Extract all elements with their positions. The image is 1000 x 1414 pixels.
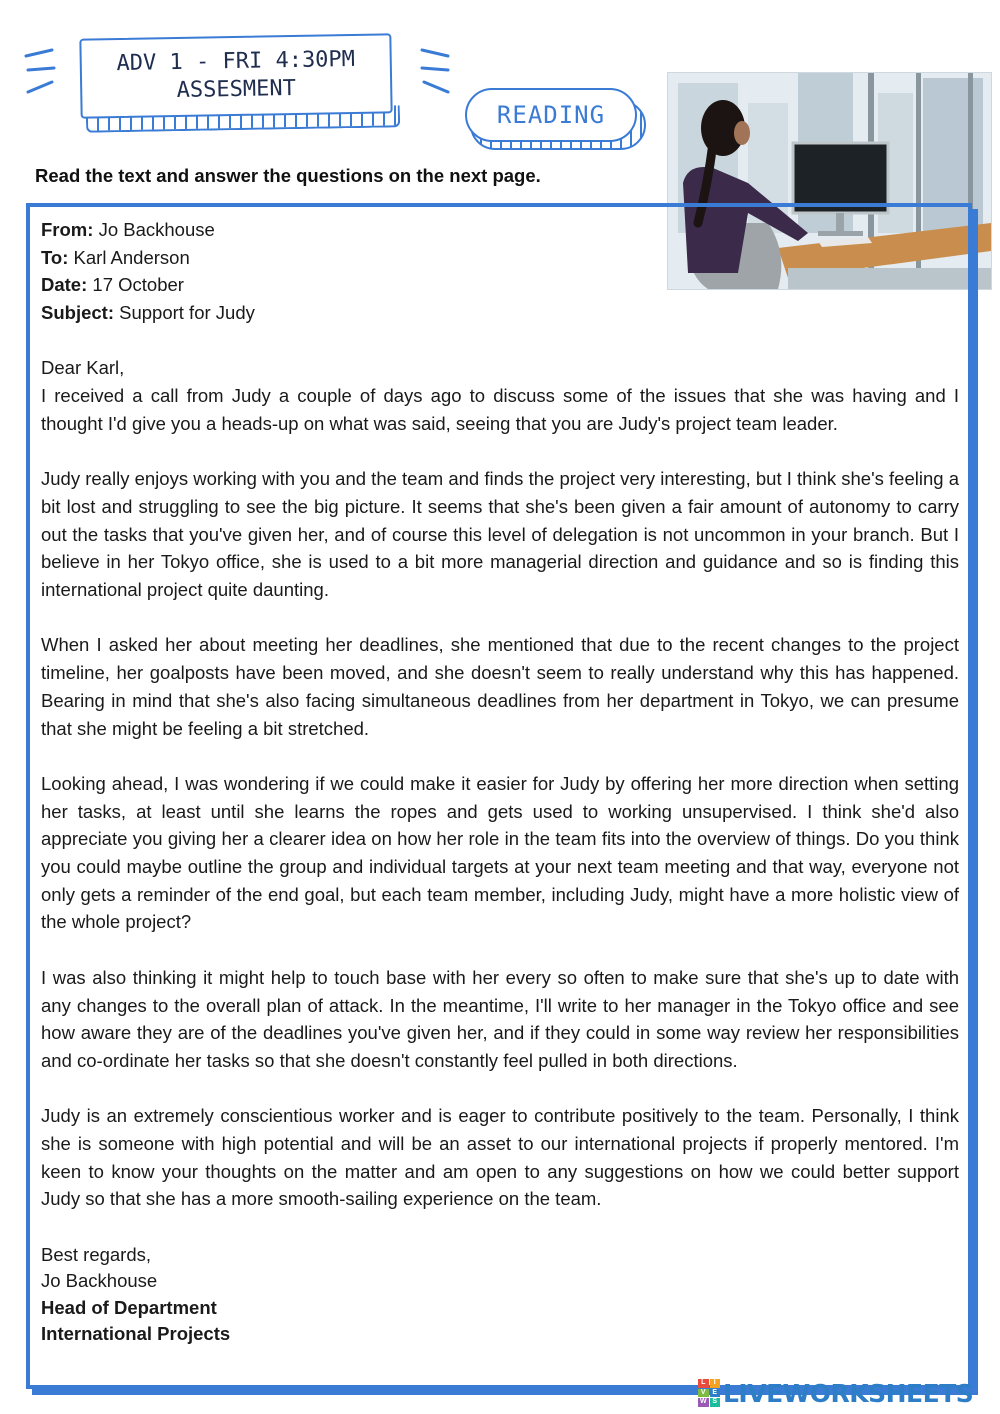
paragraph-3: When I asked her about meeting her deadlines, she mentioned that due to the recent changes to the project timeline, her goalposts have been moved, and she doesn't seem to really understand why this has happened. Bearing in mind that she's also facing simultaneous deadlines from her department in Tokyo, we can presume that she might be feeling a bit stretched.	[41, 634, 959, 739]
date-value: 17 October	[92, 274, 184, 296]
spark-left-icon	[22, 48, 58, 98]
liveworksheets-text: LIVEWORKSHEETS	[723, 1378, 974, 1408]
email-date	[41, 271, 959, 299]
title-line-1: ADV 1 - FRI 4:30PM	[116, 46, 356, 77]
instruction-text: Read the text and answer the questions on the next page.	[35, 165, 541, 186]
to-value: Karl Anderson	[73, 246, 190, 268]
paragraph-5: I was also thinking it might help to touch base with her every so often to make sure that she's up to date with any changes to the overall plan of attack. In the meantime, I'll write to her manager in the Tokyo office and see how aware they are of the deadlines you've given her, and if they could in some way review her responsibilities and co-ordinate her tasks so that she doesn't constantly feel pulled in both directions.	[41, 966, 959, 1071]
subject-label: Subject:	[41, 302, 114, 324]
email-to	[41, 244, 959, 272]
title-line-2: ASSESMENT	[176, 75, 297, 104]
greeting: Dear Karl,	[41, 357, 125, 379]
spark-right-icon	[418, 48, 454, 98]
paragraph-4: Looking ahead, I was wondering if we could make it easier for Judy by offering her more direction when setting her tasks, at least until she learns the ropes and gets used to working unsupervised. I think she'd also appreciate you giving her a clearer idea on how her role in the team fits into the overview of things. Do you think you could maybe outline the group and individual targets at your next team meeting and that way, everyone not only gets a reminder of the end goal, but each team member, including Judy, might have a more holistic view of the whole project?	[41, 772, 959, 933]
liveworksheets-logo[interactable]	[698, 1378, 973, 1408]
signature-department: International Projects	[41, 1323, 231, 1345]
reading-badge-label: READING	[496, 101, 606, 129]
email-subject	[41, 299, 959, 327]
email-from	[41, 216, 959, 244]
signature-name: Jo Backhouse	[41, 1270, 158, 1292]
email-letter	[41, 216, 959, 1347]
paragraph-2: Judy really enjoys working with you and the team and finds the project very interesting, but I think she's feeling a bit lost and struggling to see the big picture. It seems that she's been given a fair amount of autonomy to carry out the tasks that you've given her, and of course this level of delegation is not uncommon in your branch. But I believe in her Tokyo office, she is used to a bit more managerial direction and guidance and so is finding this international project quite daunting.	[41, 468, 959, 601]
signoff: Best regards,	[41, 1243, 152, 1265]
from-label: From:	[41, 219, 94, 240]
paragraph-1: I received a call from Judy a couple of days ago to discuss some of the issues that she was having and I thought I'd give you a heads-up on what was said, seeing that you are Judy's project team leader.	[41, 385, 959, 434]
reading-badge	[465, 88, 637, 142]
subject-value: Support for Judy	[119, 302, 255, 324]
title-box	[79, 33, 392, 118]
date-label: Date:	[41, 274, 88, 296]
paragraph-6: Judy is an extremely conscientious worker and is eager to contribute positively to the team. Personally, I think she is someone with high potential and will be an asset to our international projects if properly mentored. I'm keen to know your thoughts on the matter and am open to any suggestions on how we could better support Judy so that she has a more smooth-sailing experience on the team.	[41, 1105, 959, 1210]
from-value: Jo Backhouse	[98, 219, 215, 240]
liveworksheets-badge-icon: L I V E W S	[698, 1379, 720, 1407]
signature-role: Head of Department	[41, 1296, 217, 1318]
to-label: To:	[41, 246, 69, 268]
